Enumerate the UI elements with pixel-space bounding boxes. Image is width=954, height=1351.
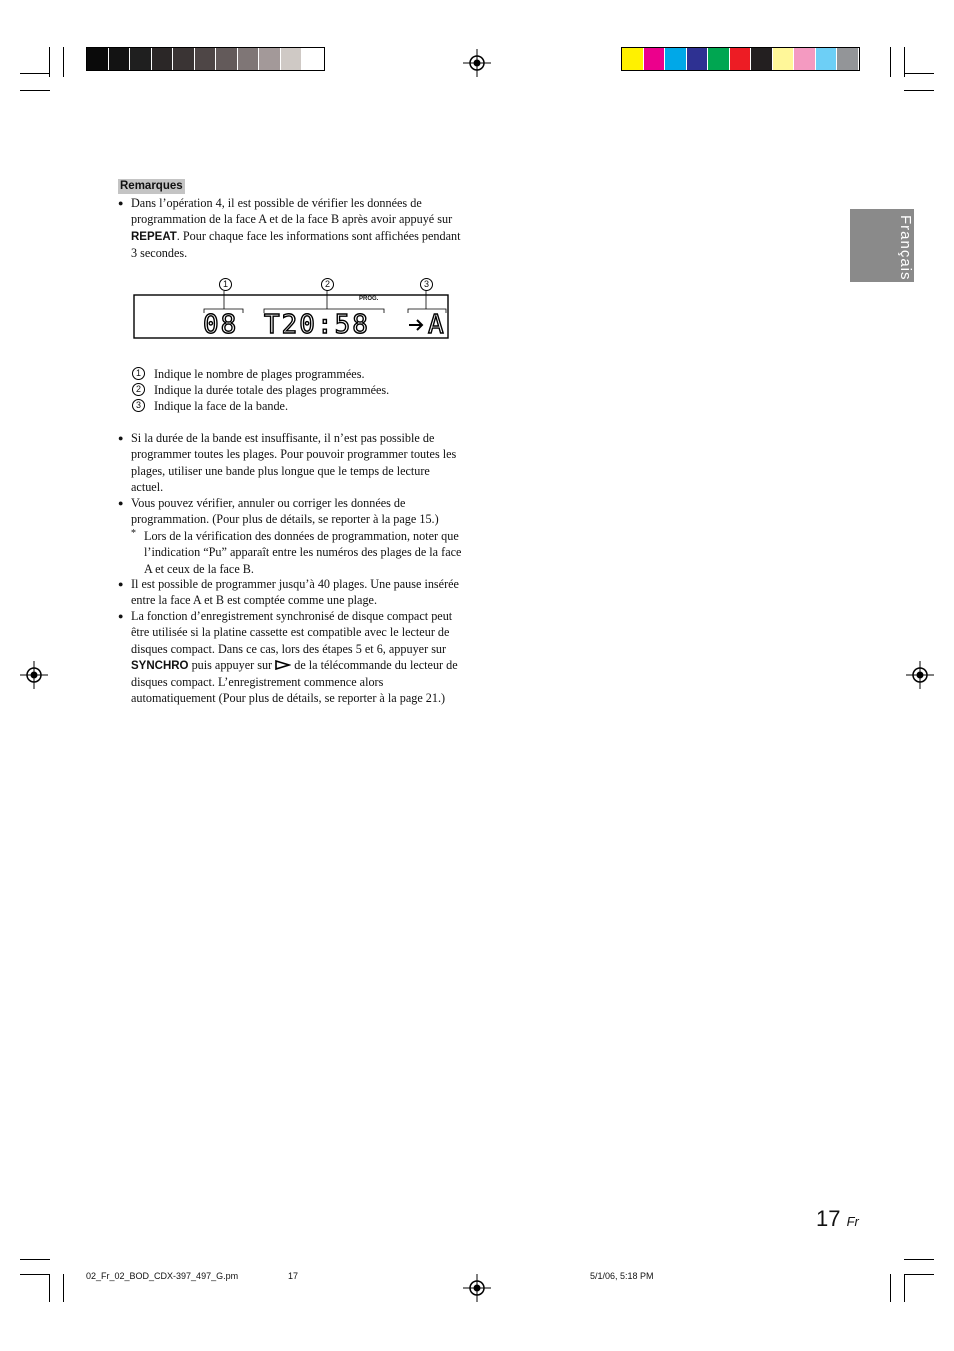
color-swatch	[687, 48, 709, 70]
footer-filename: 02_Fr_02_BOD_CDX-397_497_G.pm	[86, 1271, 239, 1281]
color-swatch	[816, 48, 838, 70]
crop-mark	[904, 1274, 934, 1275]
legend-text: Indique la face de la bande.	[154, 399, 288, 413]
legend-text: Indique le nombre de plages programmées.	[154, 367, 365, 381]
color-swatch	[87, 48, 109, 70]
crop-mark	[904, 90, 934, 91]
bullet-icon: ●	[118, 611, 124, 621]
bullet-icon: ●	[118, 198, 124, 208]
registration-mark-icon	[463, 1274, 491, 1302]
bullet-icon: ●	[118, 579, 124, 589]
remark-paragraph: La fonction d’enregistrement synchronisé de disque compact peut être utilisée si la platine cassette est compatible avec le lecteur de disques compact. Dans ce cas, lors des étapes 5 et 6, appuyer sur SYNCHRO puis appuyer sur de la télécommande du lecteur de disques compact. L’enregistrement commence alors automatiquement (Pour plus de détails, se reporter à la page 21.)	[131, 609, 458, 706]
color-swatch	[173, 48, 195, 70]
crop-mark	[20, 1259, 50, 1260]
crop-mark	[20, 90, 50, 91]
crop-mark	[20, 1274, 50, 1275]
color-swatch	[130, 48, 152, 70]
lcd-track-count: 08	[203, 310, 239, 340]
crop-mark	[63, 1274, 64, 1302]
arrow-right-icon	[408, 317, 426, 333]
color-swatch	[302, 48, 324, 70]
repeat-key-label: REPEAT	[131, 230, 177, 243]
color-swatch	[644, 48, 666, 70]
crop-mark	[49, 47, 50, 77]
page-number: 17 Fr	[816, 1206, 859, 1231]
registration-mark-icon	[906, 661, 934, 689]
crop-mark	[63, 47, 64, 77]
color-swatch	[794, 48, 816, 70]
remarks-heading: Remarques	[120, 180, 183, 192]
registration-mark-icon	[20, 661, 48, 689]
legend-number: 1	[132, 367, 145, 380]
crop-mark	[904, 1259, 934, 1260]
color-calibration-bar	[621, 47, 860, 71]
remark-paragraph: Il est possible de programmer jusqu’à 40 plages. Une pause insérée entre la face A et B est comptée comme une plage.	[131, 577, 459, 608]
color-swatch	[152, 48, 174, 70]
color-swatch	[751, 48, 773, 70]
crop-mark	[49, 1274, 50, 1302]
legend-number: 3	[132, 399, 145, 412]
remark-paragraph: Si la durée de la bande est insuffisante, il n’est pas possible de programmer toutes les plages. Pour pouvoir programmer toutes les plages, utiliser une bande plus longue que le temps de lecture actuel.	[131, 431, 457, 494]
remark-paragraph: Vous pouvez vérifier, annuler ou corriger les données de programmation. (Pour plus de détails, se reporter à la page 15.)	[131, 496, 439, 527]
lcd-tape-side: A	[428, 310, 444, 340]
crop-mark	[890, 1274, 891, 1302]
remark-paragraph: Dans l’opération 4, il est possible de vérifier les données de programmation de la face A et de la face B après avoir appuyé sur REPEAT. Pour chaque face les informations sont affichées pendant 3 secondes.	[131, 196, 461, 260]
synchro-key-label: SYNCHRO	[131, 659, 189, 672]
color-swatch	[773, 48, 795, 70]
color-swatch	[622, 48, 644, 70]
color-swatch	[665, 48, 687, 70]
remark-note: Lors de la vérification des données de programmation, noter que l’indication “Pu” apparaît entre les numéros des plages de la face A et ceux de la face B.	[144, 529, 462, 576]
bullet-icon: ●	[118, 433, 124, 443]
gray-calibration-bar	[86, 47, 325, 71]
crop-mark	[890, 47, 891, 77]
color-swatch	[708, 48, 730, 70]
color-swatch	[281, 48, 303, 70]
lcd-total-time: T20:58	[264, 310, 370, 340]
crop-mark	[904, 1274, 905, 1302]
color-swatch	[195, 48, 217, 70]
crop-mark	[904, 47, 905, 77]
callout-number: 1	[219, 278, 232, 291]
language-tab-label: Français	[897, 214, 914, 281]
callout-number: 3	[420, 278, 433, 291]
legend-number: 2	[132, 383, 145, 396]
play-icon	[275, 660, 291, 670]
prog-indicator: PROG.	[359, 296, 379, 302]
note-asterisk: *	[131, 528, 136, 539]
bullet-icon: ●	[118, 498, 124, 508]
callout-number: 2	[321, 278, 334, 291]
color-swatch	[730, 48, 752, 70]
color-swatch	[837, 48, 859, 70]
footer-date: 5/1/06, 5:18 PM	[590, 1271, 654, 1281]
crop-mark	[904, 73, 934, 74]
language-tab	[850, 209, 914, 282]
registration-mark-icon	[463, 49, 491, 77]
crop-mark	[20, 73, 50, 74]
color-swatch	[259, 48, 281, 70]
color-swatch	[109, 48, 131, 70]
color-swatch	[216, 48, 238, 70]
footer-page: 17	[288, 1271, 299, 1281]
legend-text: Indique la durée totale des plages programmées.	[154, 383, 390, 397]
color-swatch	[238, 48, 260, 70]
